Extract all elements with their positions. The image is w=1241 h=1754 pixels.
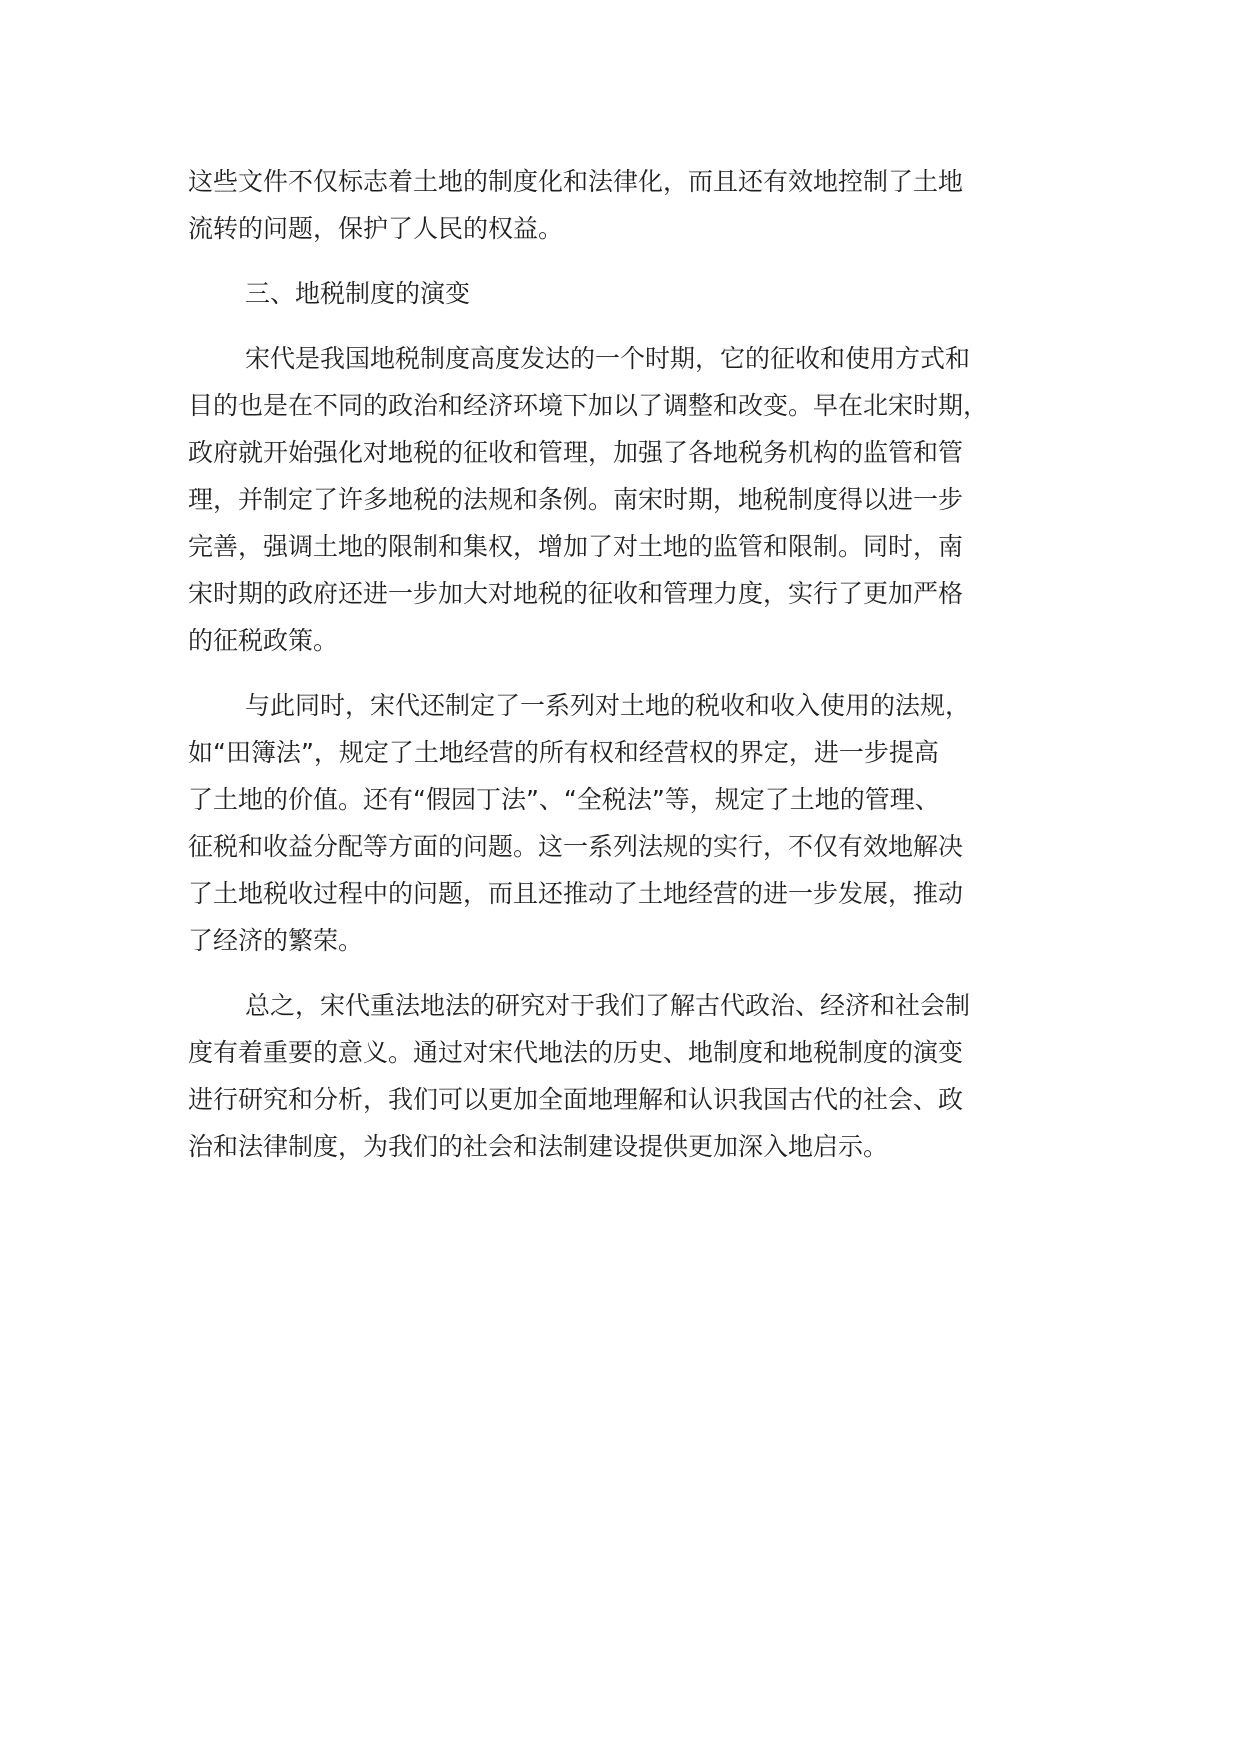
text-line: 与此同时，宋代还制定了一系列对土地的税收和收入使用的法规， <box>245 691 971 720</box>
text-line: 了土地税收过程中的问题，而且还推动了土地经营的进一步发展，推动 <box>188 879 964 908</box>
text-line: 进行研究和分析，我们可以更加全面地理解和认识我国古代的社会、政 <box>188 1085 964 1114</box>
paragraph <box>188 982 1088 1170</box>
text-line: 宋时期的政府还进一步加大对地税的征收和管理力度，实行了更加严格 <box>188 579 964 608</box>
section-heading-text: 三、地税制度的演变 <box>245 279 471 308</box>
text-line: 如“田簿法”，规定了土地经营的所有权和经营权的界定，进一步提高 <box>188 738 939 767</box>
paragraph <box>188 682 1088 964</box>
text-line: 这些文件不仅标志着土地的制度化和法律化，而且还有效地控制了土地 <box>188 167 964 196</box>
text-line: 政府就开始强化对地税的征收和管理，加强了各地税务机构的监管和管 <box>188 438 964 467</box>
section-heading <box>188 270 1088 317</box>
text-line: 目的也是在不同的政治和经济环境下加以了调整和改变。早在北宋时期， <box>188 391 989 420</box>
text-line: 理，并制定了许多地税的法规和条例。南宋时期，地税制度得以进一步 <box>188 485 964 514</box>
text-line: 的征税政策。 <box>188 626 339 655</box>
text-line: 治和法律制度，为我们的社会和法制建设提供更加深入地启示。 <box>188 1132 889 1161</box>
text-line: 流转的问题，保护了人民的权益。 <box>188 214 564 243</box>
text-line: 了土地的价值。还有“假园丁法”、“全税法”等，规定了土地的管理、 <box>188 785 940 814</box>
text-line: 宋代是我国地税制度高度发达的一个时期，它的征收和使用方式和 <box>245 344 971 373</box>
text-line: 征税和收益分配等方面的问题。这一系列法规的实行，不仅有效地解决 <box>188 832 964 861</box>
text-line: 了经济的繁荣。 <box>188 926 364 955</box>
text-line: 度有着重要的意义。通过对宋代地法的历史、地制度和地税制度的演变 <box>188 1038 964 1067</box>
text-line: 完善，强调土地的限制和集权，增加了对土地的监管和限制。同时，南 <box>188 532 964 561</box>
text-line: 总之，宋代重法地法的研究对于我们了解古代政治、经济和社会制 <box>245 991 971 1020</box>
document-body <box>188 158 1088 1170</box>
paragraph-continuation <box>188 158 1088 252</box>
paragraph <box>188 335 1088 664</box>
